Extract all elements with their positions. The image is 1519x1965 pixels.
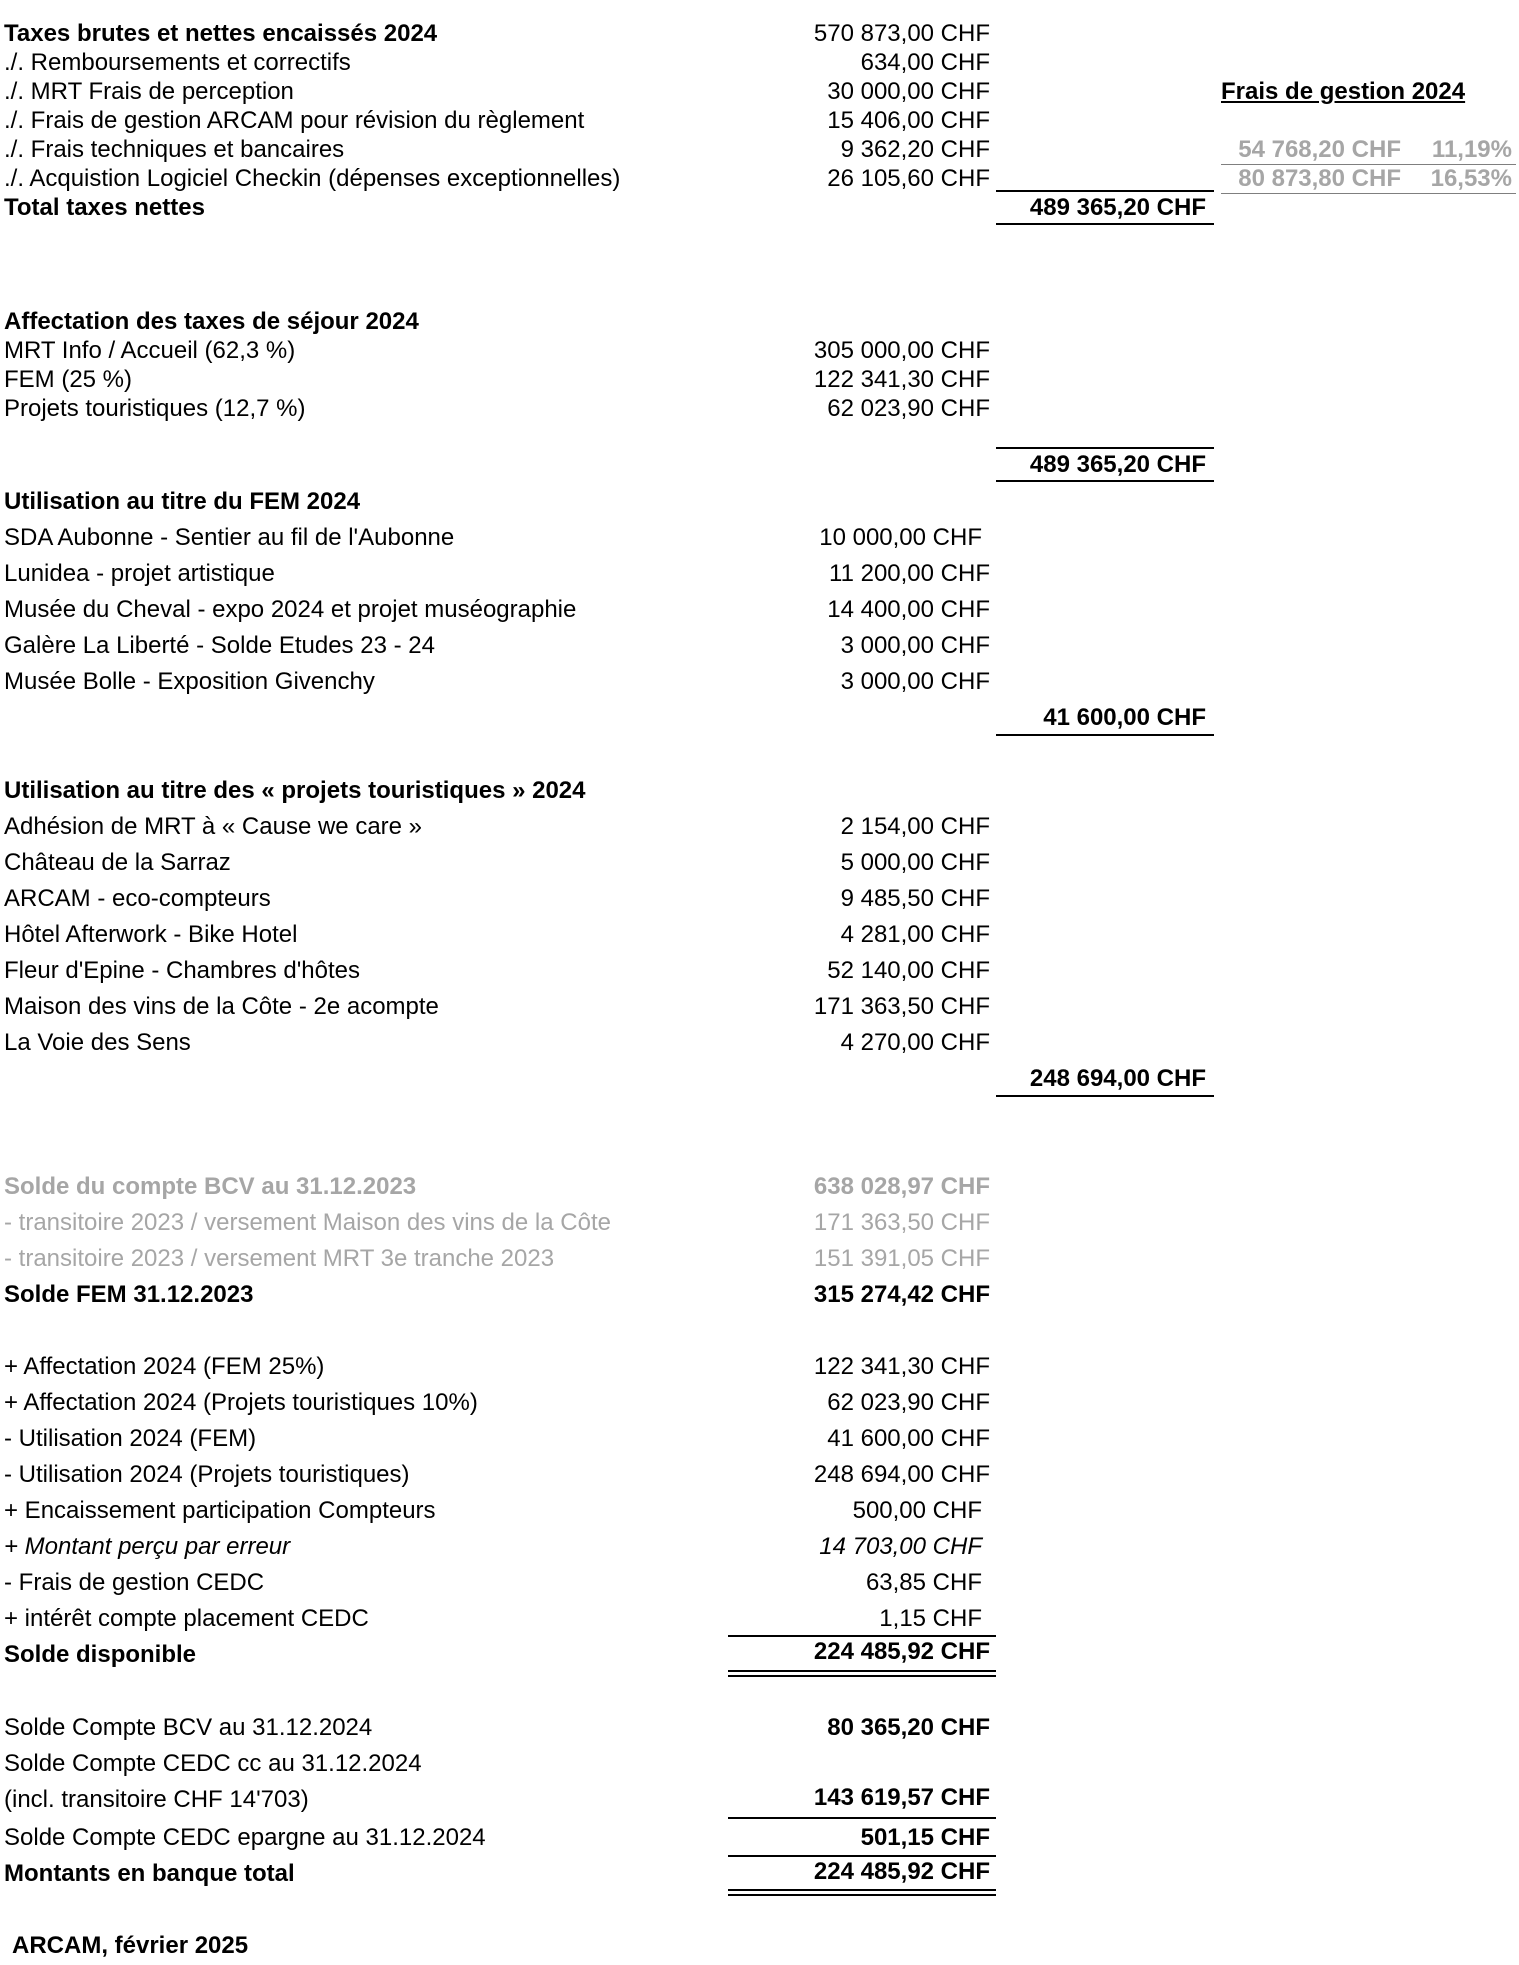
projets-row-amount: 9 485,50 CHF (840, 885, 990, 912)
total-taxes-label: Total taxes nettes (4, 194, 205, 221)
projets-row-amount: 52 140,00 CHF (827, 957, 990, 984)
taxes-row-label: ./. Acquistion Logiciel Checkin (dépenses exceptionnelles) (4, 165, 621, 192)
fem-row-label: Musée Bolle - Exposition Givenchy (4, 668, 375, 695)
solde-cedc-cc-amount: 143 619,57 CHF (813, 1784, 990, 1811)
fem-total-amount: 41 600,00 CHF (1043, 704, 1206, 731)
affectation-row-amount: 305 000,00 CHF (813, 337, 990, 364)
mouvement-row-label: - Utilisation 2024 (FEM) (4, 1425, 257, 1452)
fem-row-label: Lunidea - projet artistique (4, 560, 275, 587)
mouvement-row-amount: 14 703,00 CHF (819, 1533, 982, 1560)
solde-cedc-epargne-amount: 501,15 CHF (860, 1824, 990, 1851)
signature: ARCAM, février 2025 (12, 1932, 249, 1959)
taxes-row-label: ./. Frais de gestion ARCAM pour révision du règlement (4, 107, 585, 134)
projets-row-label: Adhésion de MRT à « Cause we care » (4, 813, 423, 840)
total-taxes-amount: 489 365,20 CHF (1029, 194, 1206, 221)
affectation-row-amount: 62 023,90 CHF (827, 395, 990, 422)
transitoire-row-label: - transitoire 2023 / versement Maison des vins de la Côte (4, 1209, 611, 1236)
fem-row-label: SDA Aubonne - Sentier au fil de l'Aubonne (4, 524, 455, 551)
solde-disponible-amount: 224 485,92 CHF (813, 1638, 990, 1665)
projets-row-label: Hôtel Afterwork - Bike Hotel (4, 921, 298, 948)
mouvement-row-label: + Affectation 2024 (Projets touristiques 10%) (4, 1389, 478, 1416)
affectation-title: Affectation des taxes de séjour 2024 (4, 308, 419, 335)
taxes-row-amount: 634,00 CHF (860, 49, 990, 76)
solde-cedc-cc-label: Solde Compte CEDC cc au 31.12.2024 (4, 1750, 422, 1777)
affectation-total-amount: 489 365,20 CHF (1029, 451, 1206, 478)
projets-row-amount: 4 270,00 CHF (840, 1029, 990, 1056)
frais-gestion-amount: 54 768,20 CHF (1238, 136, 1401, 163)
mouvement-row-amount: 63,85 CHF (865, 1569, 982, 1596)
fem-row-amount: 10 000,00 CHF (819, 524, 982, 551)
montants-banque-double-underline (728, 1889, 996, 1896)
montants-banque-label: Montants en banque total (4, 1860, 295, 1887)
solde-bcv-2023-amount: 638 028,97 CHF (813, 1173, 990, 1200)
taxes-row-amount: 26 105,60 CHF (827, 165, 990, 192)
mouvement-row-label: - Utilisation 2024 (Projets touristiques) (4, 1461, 410, 1488)
taxes-row-label: ./. MRT Frais de perception (4, 78, 294, 105)
mouvement-row-label: + intérêt compte placement CEDC (4, 1605, 369, 1632)
mouvement-row-amount: 500,00 CHF (852, 1497, 982, 1524)
fem-row-label: Musée du Cheval - expo 2024 et projet muséographie (4, 596, 577, 623)
solde-bcv-2024-amount: 80 365,20 CHF (827, 1714, 990, 1741)
mouvement-row-amount: 122 341,30 CHF (813, 1353, 990, 1380)
total-taxes-underline-top (996, 190, 1214, 192)
mouvement-row-amount: 41 600,00 CHF (827, 1425, 990, 1452)
taxes-row-label: ./. Remboursements et correctifs (4, 49, 351, 76)
taxes-title: Taxes brutes et nettes encaissés 2024 (4, 20, 438, 47)
affectation-row-label: MRT Info / Accueil (62,3 %) (4, 337, 296, 364)
mouvement-row-label: + Encaissement participation Compteurs (4, 1497, 436, 1524)
affectation-row-label: Projets touristiques (12,7 %) (4, 395, 306, 422)
affectation-row-amount: 122 341,30 CHF (813, 366, 990, 393)
projets-row-amount: 2 154,00 CHF (840, 813, 990, 840)
projets-row-label: Maison des vins de la Côte - 2e acompte (4, 993, 439, 1020)
solde-fem-2023-label: Solde FEM 31.12.2023 (4, 1281, 254, 1308)
taxes-brutes-amount: 570 873,00 CHF (813, 20, 990, 47)
transitoire-row-label: - transitoire 2023 / versement MRT 3e tranche 2023 (4, 1245, 555, 1272)
mouvement-row-label: - Frais de gestion CEDC (4, 1569, 265, 1596)
taxes-row-amount: 9 362,20 CHF (840, 136, 990, 163)
fem-title: Utilisation au titre du FEM 2024 (4, 488, 361, 515)
frais-gestion-title: Frais de gestion 2024 (1221, 78, 1466, 105)
projets-row-label: Fleur d'Epine - Chambres d'hôtes (4, 957, 361, 984)
mouvement-row-amount: 1,15 CHF (879, 1605, 982, 1632)
projets-total-underline (996, 1095, 1214, 1097)
solde-cedc-epargne-label: Solde Compte CEDC epargne au 31.12.2024 (4, 1824, 486, 1851)
projets-row-amount: 5 000,00 CHF (840, 849, 990, 876)
fem-row-amount: 14 400,00 CHF (827, 596, 990, 623)
projets-total-amount: 248 694,00 CHF (1029, 1065, 1206, 1092)
frais-gestion-pct: 16,53% (1430, 165, 1512, 192)
fem-row-label: Galère La Liberté - Solde Etudes 23 - 24 (4, 632, 435, 659)
total-taxes-underline (996, 223, 1214, 225)
affectation-total-underline (996, 480, 1214, 482)
affectation-row-label: FEM (25 %) (4, 366, 133, 393)
projets-title: Utilisation au titre des « projets touristiques » 2024 (4, 777, 586, 804)
taxes-row-label: ./. Frais techniques et bancaires (4, 136, 345, 163)
fem-total-underline (996, 734, 1214, 736)
solde-bcv-2023-label: Solde du compte BCV au 31.12.2023 (4, 1173, 417, 1200)
projets-row-label: Château de la Sarraz (4, 849, 231, 876)
solde-bcv-2024-label: Solde Compte BCV au 31.12.2024 (4, 1714, 373, 1741)
fem-row-amount: 3 000,00 CHF (840, 668, 990, 695)
affectation-total-topline (996, 447, 1214, 449)
solde-cedc-cc-note: (incl. transitoire CHF 14'703) (4, 1786, 309, 1813)
taxes-row-amount: 15 406,00 CHF (827, 107, 990, 134)
mouvement-row-amount: 248 694,00 CHF (813, 1461, 990, 1488)
solde-disponible-double-underline (728, 1670, 996, 1677)
projets-row-label: La Voie des Sens (4, 1029, 191, 1056)
solde-fem-2023-amount: 315 274,42 CHF (813, 1281, 990, 1308)
transitoire-row-amount: 171 363,50 CHF (813, 1209, 990, 1236)
mouvement-row-label: + Affectation 2024 (FEM 25%) (4, 1353, 325, 1380)
solde-disponible-label: Solde disponible (4, 1641, 197, 1668)
taxes-row-amount: 30 000,00 CHF (827, 78, 990, 105)
montants-banque-amount: 224 485,92 CHF (813, 1858, 990, 1885)
projets-row-label: ARCAM - eco-compteurs (4, 885, 271, 912)
transitoire-row-amount: 151 391,05 CHF (813, 1245, 990, 1272)
projets-row-amount: 171 363,50 CHF (813, 993, 990, 1020)
frais-gestion-underline (1221, 193, 1516, 194)
mouvement-row-label: + Montant perçu par erreur (4, 1533, 291, 1560)
cedc-cc-underline (728, 1817, 996, 1819)
fem-row-amount: 11 200,00 CHF (829, 560, 990, 587)
fem-row-amount: 3 000,00 CHF (840, 632, 990, 659)
frais-gestion-pct: 11,19% (1431, 136, 1512, 163)
mouvement-row-amount: 62 023,90 CHF (827, 1389, 990, 1416)
projets-row-amount: 4 281,00 CHF (840, 921, 990, 948)
frais-gestion-amount: 80 873,80 CHF (1238, 165, 1401, 192)
